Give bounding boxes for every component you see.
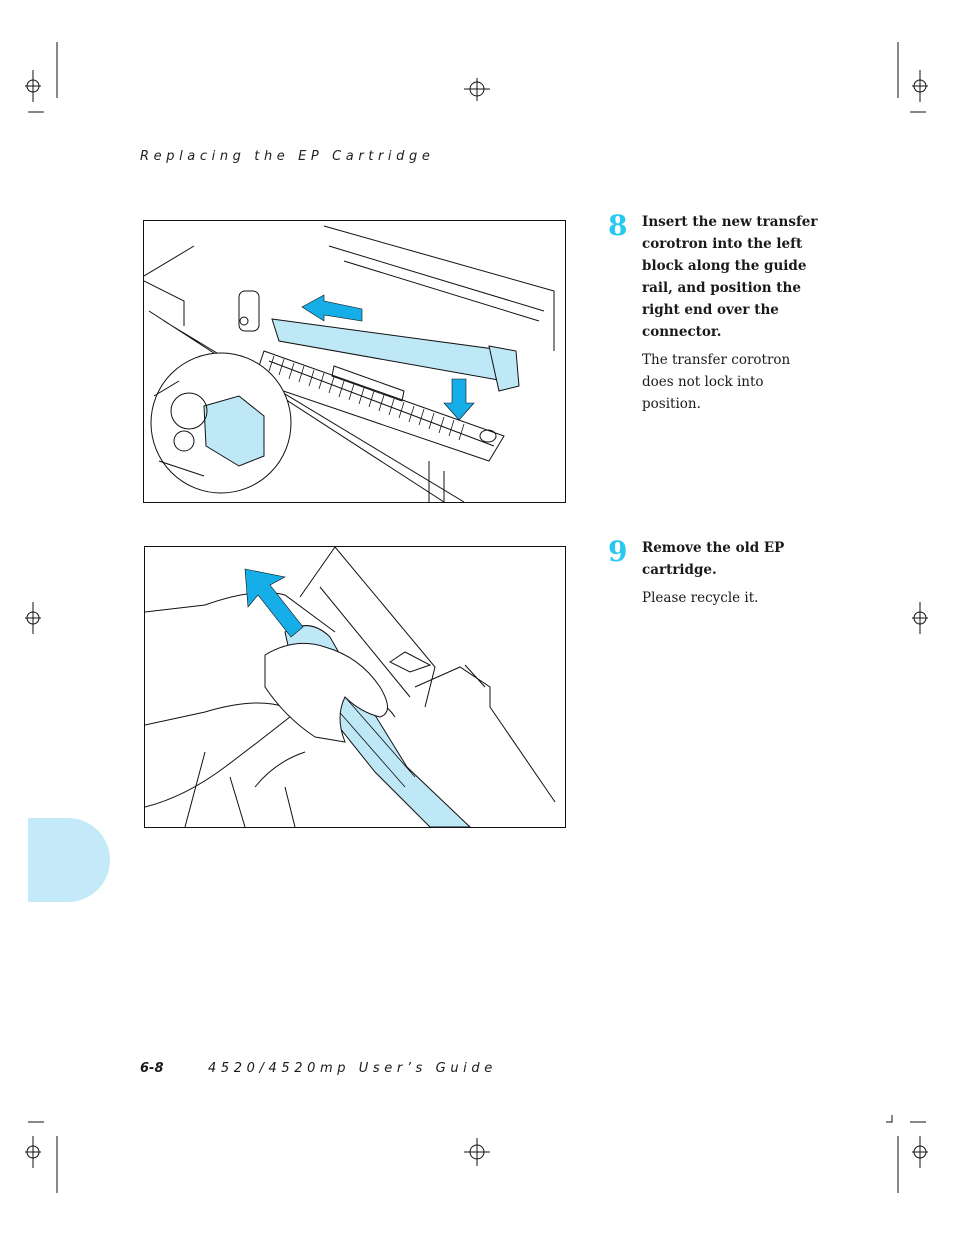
guide-title: 4520/4520mp User’s Guide — [208, 1061, 497, 1076]
step-8-text — [642, 211, 822, 415]
page-number: 6-8 — [140, 1061, 164, 1076]
figure-insert-corotron — [143, 220, 566, 503]
corotron-illustration — [144, 221, 565, 502]
step-8-note: The transfer corotron does not lock into position. — [642, 352, 791, 412]
running-header: Replacing the EP Cartridge — [140, 149, 435, 164]
step-9-number: 9 — [608, 535, 628, 568]
step-9-text — [642, 537, 802, 609]
step-9-note: Please recycle it. — [642, 590, 759, 606]
chapter-tab — [28, 818, 110, 902]
step-8-instruction: Insert the new transfer corotron into the left block along the guide rail, and position the right end over the connector. — [642, 214, 818, 340]
step-9-instruction: Remove the old EP cartridge. — [642, 540, 785, 578]
figure-remove-cartridge — [144, 546, 566, 828]
cartridge-illustration — [145, 547, 565, 827]
step-8-number: 8 — [608, 209, 628, 242]
